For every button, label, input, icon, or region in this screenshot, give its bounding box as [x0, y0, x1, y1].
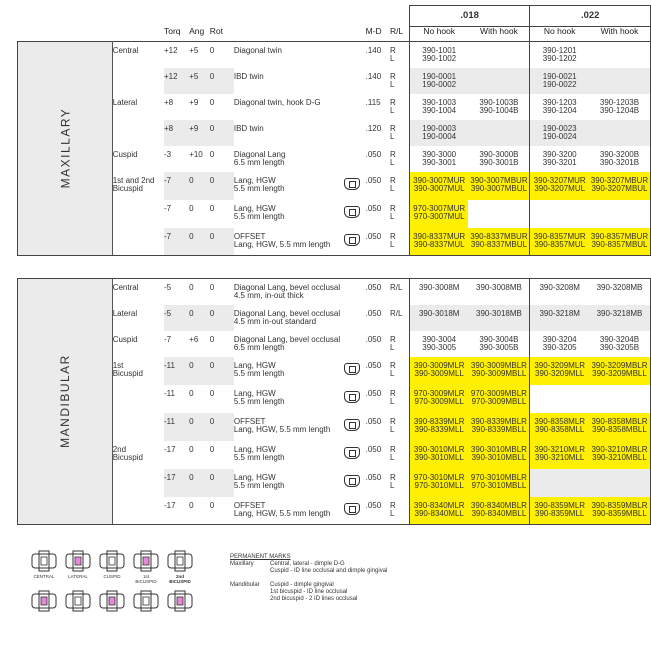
pm-mandibular-1: Cuspid - dimple gingival [270, 582, 334, 588]
cell-part-d: 390-1203B 390-1204B [589, 94, 651, 120]
cell-rl: R L [389, 416, 396, 434]
table-row [18, 413, 651, 441]
cell-part-d [589, 469, 651, 497]
tooth-name: Lateral [112, 97, 138, 107]
cell-part-a: 390-3018M [409, 305, 468, 331]
cell-rot: 0 [209, 203, 215, 213]
cell-part-d [589, 200, 651, 228]
cell-part-d [589, 68, 651, 94]
cell-description: Lang, HGW 5.5 mm length [233, 175, 285, 193]
cell-rot: 0 [210, 228, 234, 256]
bracket-legend [30, 550, 194, 616]
cell-torq: -11 [164, 357, 189, 385]
tooth-name [112, 200, 164, 228]
bracket-hook-icon [344, 391, 360, 403]
cell-md: .050 [365, 416, 382, 426]
cell-ang: 0 [189, 203, 194, 213]
cell-part-b: 390-8340MBLR 390-8340MBLL [468, 497, 529, 525]
legend-bracket-2-2 [64, 590, 92, 612]
cell-part-d: 390-3209MBLR 390-3209MBLL [589, 357, 651, 385]
cell-part-a: 970-3010MLR 970-3010MLL [409, 469, 468, 497]
cell-ang: 0 [189, 444, 194, 454]
cell-part-a: 390-1001 390-1002 [409, 42, 468, 68]
cell-torq: -7 [163, 334, 172, 344]
tooth-name: Central [112, 42, 164, 68]
cell-hook-icon [344, 331, 366, 357]
tooth-name [112, 469, 164, 497]
cell-part-c: 390-1203 390-1204 [542, 97, 577, 115]
cell-part-b: 970-3010MBLR 970-3010MBLL [468, 469, 529, 497]
cell-md: .050 [365, 472, 382, 482]
cell-md: .050 [365, 149, 382, 159]
tooth-name: Central [112, 279, 164, 305]
cell-md: .050 [365, 203, 382, 213]
cell-description: Lang, HGW 5.5 mm length [233, 388, 285, 406]
cell-rl: R L [390, 228, 409, 256]
bracket-diagram-icon [166, 550, 194, 572]
cell-torq: -11 [164, 413, 189, 441]
bracket-diagram-icon [30, 550, 58, 572]
cell-rl: R/L [389, 308, 403, 318]
cell-rl: R L [389, 444, 396, 462]
cell-torq: +8 [163, 97, 174, 107]
cell-part-b: 390-3004B 390-3005B [468, 331, 529, 357]
section-label-maxillary: MAXILLARY [18, 42, 113, 256]
cell-torq: -17 [164, 469, 189, 497]
cell-part-a: 390-8339MLR 390-8339MLL [409, 413, 468, 441]
bracket-diagram-icon [30, 590, 58, 612]
cell-part-a: 390-3000 390-3001 [409, 146, 468, 172]
cell-part-d: 390-3200B 390-3201B [589, 146, 651, 172]
cell-part-d [589, 42, 651, 68]
cell-rot: 0 [209, 334, 215, 344]
cell-md: .050 [365, 175, 382, 185]
bracket-hook-icon [344, 178, 360, 190]
cell-md: .140 [366, 42, 390, 68]
legend-bracket-1-1 [30, 550, 58, 572]
table-row [18, 305, 651, 331]
col-ang: Ang [189, 26, 205, 36]
cell-rot: 0 [210, 68, 234, 94]
cell-torq: +12 [164, 42, 189, 68]
cell-part-a: 390-3008M [409, 279, 468, 305]
cell-description: Lang, HGW 5.5 mm length [233, 203, 285, 221]
tooth-name [112, 120, 164, 146]
cell-part-b: 390-1003B 390-1004B [468, 94, 529, 120]
col-torq: Torq [163, 26, 181, 36]
cell-description: IBD twin [233, 71, 264, 81]
bracket-hook-icon [344, 475, 360, 487]
cell-part-d: 390-3218MB [589, 305, 651, 331]
bracket-hook-icon [344, 206, 360, 218]
table-row [18, 497, 651, 525]
section-label-mandibular: MANDIBULAR [18, 279, 113, 525]
table-row [18, 228, 651, 256]
cell-part-c [530, 200, 589, 228]
tooth-name: 1st and 2nd Bicuspid [112, 175, 155, 193]
bracket-hook-icon [344, 419, 360, 431]
col-rot: Rot [209, 26, 223, 36]
cell-rot: 0 [210, 172, 234, 200]
cell-md: .050 [366, 279, 390, 305]
cell-description: Lang, HGW 5.5 mm length [233, 472, 285, 490]
permanent-marks [230, 554, 387, 603]
cell-part-d: 390-3210MBLR 390-3210MBLL [589, 441, 651, 469]
cell-md: .140 [365, 71, 382, 81]
legend-label-lateral: LATERAL [68, 574, 88, 579]
cell-rot: 0 [210, 279, 234, 305]
tooth-name [112, 68, 164, 94]
cell-rl: R L [389, 388, 396, 406]
cell-part-b: 390-8339MBLR 390-8339MBLL [468, 413, 529, 441]
table-row [18, 385, 651, 413]
cell-rl: R L [389, 472, 396, 490]
table-row [18, 68, 651, 94]
legend-label-2nd-bicuspid: 2nd BICUSPID [169, 574, 191, 584]
pm-maxillary-1: Central, lateral - dimple D-G [270, 561, 345, 567]
tooth-name: 2nd Bicuspid [112, 444, 143, 462]
table-row [18, 146, 651, 172]
legend-bracket-1-2 [64, 550, 92, 572]
cell-md: .050 [366, 228, 390, 256]
cell-md: .115 [365, 97, 381, 107]
tooth-name [112, 228, 164, 256]
cell-rot: 0 [209, 388, 215, 398]
cell-part-c: 390-8357MUR 390-8357MUL [530, 228, 589, 256]
cell-md: .050 [366, 497, 390, 525]
cell-ang: +6 [189, 334, 199, 344]
bracket-diagram-icon [98, 590, 126, 612]
cell-rot: 0 [210, 305, 234, 331]
cell-part-a: 190-0003 190-0004 [409, 120, 468, 146]
cell-part-c: 390-8358MLR 390-8358MLL [530, 413, 589, 441]
legend-bracket-1-5 [166, 550, 194, 572]
cell-part-c [530, 385, 589, 413]
cell-hook-icon [344, 413, 366, 441]
cell-md: .050 [365, 444, 382, 454]
pm-maxillary-label: Maxillary [230, 561, 254, 567]
cell-torq: -3 [163, 149, 172, 159]
cell-rl: R L [389, 334, 396, 352]
cell-hook-icon [344, 120, 366, 146]
legend-bracket-2-4 [132, 590, 160, 612]
cell-part-b: 970-3009MBLR 970-3009MBLL [468, 385, 529, 413]
tooth-name [112, 497, 164, 525]
table-row [18, 469, 651, 497]
cell-ang: 0 [189, 388, 194, 398]
cell-ang: +9 [189, 120, 210, 146]
cell-part-c: 190-0023 190-0024 [530, 120, 589, 146]
cell-part-d: 390-8358MBLR 390-8358MBLL [589, 413, 651, 441]
table-row [18, 441, 651, 469]
cell-part-c: 390-3200 390-3201 [542, 149, 577, 167]
cell-part-b [468, 68, 529, 94]
bracket-diagram-icon [64, 550, 92, 572]
cell-hook-icon [344, 172, 366, 200]
cell-ang: 0 [189, 497, 210, 525]
cell-rl: R/L [390, 279, 409, 305]
tooth-name: Cuspid [112, 149, 138, 159]
bracket-hook-icon [344, 503, 360, 515]
cell-torq: +12 [164, 68, 189, 94]
cell-rl: R L [389, 203, 396, 221]
cell-rot: 0 [210, 413, 234, 441]
cell-rl: R L [389, 97, 396, 115]
cell-part-d: 390-8359MBLR 390-8359MBLL [589, 497, 651, 525]
cell-part-b: 390-3000B 390-3001B [468, 146, 529, 172]
legend-bracket-2-1 [30, 590, 58, 612]
table-row [18, 94, 651, 120]
cell-md: .120 [365, 123, 382, 133]
cell-part-a: 390-3009MLR 390-3009MLL [409, 357, 468, 385]
cell-ang: +10 [189, 149, 203, 159]
cell-ang: 0 [189, 228, 210, 256]
cell-part-b: 390-3018MB [468, 305, 529, 331]
cell-md: .050 [365, 360, 382, 370]
cell-part-a: 970-3009MLR 970-3009MLL [409, 385, 468, 413]
cell-torq: -7 [164, 228, 189, 256]
cell-part-c: 390-3208M [530, 279, 589, 305]
cell-part-d: 390-8357MBUR 390-8357MBUL [589, 228, 651, 256]
cell-part-d [589, 120, 651, 146]
cell-part-a: 390-3010MLR 390-3010MLL [409, 441, 468, 469]
cell-description: OFFSET Lang, HGW, 5.5 mm length [233, 416, 331, 434]
bracket-diagram-icon [98, 550, 126, 572]
cell-rot: 0 [210, 469, 234, 497]
bracket-diagram-icon [132, 590, 160, 612]
cell-rot: 0 [210, 357, 234, 385]
cell-hook-icon [344, 68, 366, 94]
tooth-name: Lateral [112, 308, 138, 318]
cell-description: OFFSET Lang, HGW, 5.5 mm length [234, 497, 344, 525]
table-row [18, 172, 651, 200]
cell-torq: -7 [164, 172, 189, 200]
col-no-hook-018: No hook [409, 27, 468, 42]
cell-rl: R L [389, 149, 396, 167]
bracket-hook-icon [344, 234, 360, 246]
cell-rot: 0 [209, 97, 215, 107]
cell-hook-icon [344, 279, 366, 305]
table-row [18, 200, 651, 228]
cell-part-a: 970-3007MUR 970-3007MUL [409, 200, 468, 228]
cell-description: Lang, HGW 5.5 mm length [233, 444, 285, 462]
cell-hook-icon [344, 385, 366, 413]
col-rl: R/L [389, 26, 404, 36]
cell-part-c [530, 469, 589, 497]
cell-hook-icon [344, 94, 366, 120]
cell-part-c: 390-3204 390-3205 [542, 334, 577, 352]
cell-part-a: 390-8337MUR 390-8337MUL [409, 228, 468, 256]
legend-label-central: CENTRAL [33, 574, 55, 579]
cell-rot: 0 [210, 120, 234, 146]
cell-part-c: 190-0021 190-0022 [530, 68, 589, 94]
cell-part-b [468, 42, 529, 68]
cell-ang: 0 [189, 469, 210, 497]
cell-part-b: 390-3007MBUR 390-3007MBUL [468, 172, 529, 200]
cell-torq: -17 [164, 497, 189, 525]
cell-torq: -5 [164, 305, 189, 331]
cell-part-c: 390-3218M [530, 305, 589, 331]
cell-torq: -5 [164, 279, 189, 305]
cell-hook-icon [344, 497, 366, 525]
cell-hook-icon [344, 42, 366, 68]
tooth-name: Cuspid [112, 334, 138, 344]
table-row [18, 120, 651, 146]
cell-rot: 0 [210, 42, 234, 68]
cell-rl: R L [389, 175, 396, 193]
section-gap [18, 256, 651, 279]
col-no-hook-022: No hook [530, 27, 589, 42]
cell-ang: 0 [189, 305, 210, 331]
cell-description: Diagonal Lang, bevel occlusal 4.5 mm in-out standard [233, 308, 341, 326]
cell-md: .050 [365, 334, 382, 344]
cell-description: Diagonal Lang, bevel occlusal 6.5 mm length [233, 334, 341, 352]
cell-description: Diagonal twin, hook D-G [233, 97, 321, 107]
group-018-header: .018 [409, 6, 530, 27]
cell-part-b [468, 200, 529, 228]
legend-label-cuspid: CUSPID [103, 574, 121, 579]
cell-hook-icon [344, 305, 366, 331]
cell-part-d: 390-3204B 390-3205B [589, 331, 651, 357]
cell-rot: 0 [209, 149, 215, 159]
cell-part-c: 390-8359MLR 390-8359MLL [530, 497, 589, 525]
cell-torq: -11 [163, 388, 175, 398]
cell-part-b: 390-3010MBLR 390-3010MBLL [468, 441, 529, 469]
col-with-hook-022: With hook [589, 27, 651, 42]
cell-description: Diagonal twin [234, 42, 344, 68]
permanent-marks-title: PERMANENT MARKS [230, 554, 291, 560]
legend-bracket-2-5 [166, 590, 194, 612]
cell-ang: +5 [189, 42, 210, 68]
tooth-name [112, 413, 164, 441]
pm-maxillary-2: Cuspid - ID line occlusal and dimple gingival [270, 568, 388, 574]
table-row [18, 331, 651, 357]
cell-md: .050 [365, 308, 382, 318]
cell-part-d [589, 385, 651, 413]
cell-hook-icon [344, 469, 366, 497]
cell-ang: 0 [189, 172, 210, 200]
cell-rot: 0 [209, 444, 215, 454]
cell-hook-icon [344, 200, 366, 228]
cell-hook-icon [344, 357, 366, 385]
legend-bracket-1-3 [98, 550, 126, 572]
legend-bracket-2-3 [98, 590, 126, 612]
cell-part-d: 390-3208MB [589, 279, 651, 305]
cell-rl: R L [390, 42, 409, 68]
cell-ang: +9 [189, 97, 199, 107]
cell-description: IBD twin [233, 123, 264, 133]
cell-ang: 0 [189, 279, 210, 305]
cell-rl: R L [389, 123, 396, 141]
cell-description: Diagonal Lang 6.5 mm length [233, 149, 286, 167]
cell-rl: R L [389, 360, 396, 378]
cell-ang: 0 [189, 413, 210, 441]
tooth-name: 1st Bicuspid [112, 360, 143, 378]
cell-ang: +5 [189, 68, 210, 94]
cell-part-a: 390-3004 390-3005 [409, 331, 468, 357]
cell-hook-icon [344, 228, 366, 256]
cell-part-b: 390-3009MBLR 390-3009MBLL [468, 357, 529, 385]
cell-torq: -17 [163, 444, 176, 454]
cell-part-b: 390-8337MBUR 390-8337MBUL [468, 228, 529, 256]
cell-md: .050 [365, 388, 382, 398]
cell-part-c: 390-3209MLR 390-3209MLL [530, 357, 589, 385]
col-md: M-D [365, 26, 382, 36]
cell-part-a: 390-3007MUR 390-3007MUL [409, 172, 468, 200]
legend-bracket-1-4 [132, 550, 160, 572]
cell-rl: R L [390, 497, 409, 525]
legend-label-1st-bicuspid: 1st BICUSPID [135, 574, 157, 584]
cell-torq: -7 [163, 203, 172, 213]
cell-part-a: 390-1003 390-1004 [409, 94, 468, 120]
cell-part-b: 390-3008MB [468, 279, 529, 305]
pm-mandibular-label: Mandibular [230, 582, 260, 588]
bracket-diagram-icon [166, 590, 194, 612]
cell-part-c: 390-1201 390-1202 [530, 42, 589, 68]
pm-mandibular-3: 2nd bicuspid - 2 ID lines occlusal [270, 596, 358, 602]
bracket-table [17, 5, 651, 525]
cell-description: Lang, HGW 5.5 mm length [233, 360, 285, 378]
table-row [18, 279, 651, 305]
cell-part-d: 390-3207MBUR 390-3207MBUL [589, 172, 651, 200]
cell-description: OFFSET Lang, HGW, 5.5 mm length [234, 228, 344, 256]
group-022-header: .022 [530, 6, 651, 27]
table-row [18, 357, 651, 385]
cell-hook-icon [344, 441, 366, 469]
bracket-hook-icon [344, 363, 360, 375]
cell-part-a: 190-0001 190-0002 [409, 68, 468, 94]
tooth-name [112, 385, 164, 413]
bracket-diagram-icon [64, 590, 92, 612]
table-row [18, 42, 651, 68]
cell-part-c: 390-3207MUR 390-3207MUL [530, 172, 589, 200]
cell-part-c: 390-3210MLR 390-3210MLL [530, 441, 589, 469]
cell-description: Diagonal Lang, bevel occlusal 4.5 mm, in-out thick [234, 279, 344, 305]
bracket-hook-icon [344, 447, 360, 459]
pm-mandibular-2: 1st bicuspid - ID line occlusal [270, 589, 348, 595]
cell-part-b [468, 120, 529, 146]
cell-hook-icon [344, 146, 366, 172]
cell-part-a: 390-8340MLR 390-8340MLL [409, 497, 468, 525]
cell-torq: +8 [164, 120, 189, 146]
col-with-hook-018: With hook [468, 27, 529, 42]
bracket-diagram-icon [132, 550, 160, 572]
cell-rot: 0 [210, 497, 234, 525]
cell-rl: R L [389, 71, 396, 89]
cell-ang: 0 [189, 357, 210, 385]
